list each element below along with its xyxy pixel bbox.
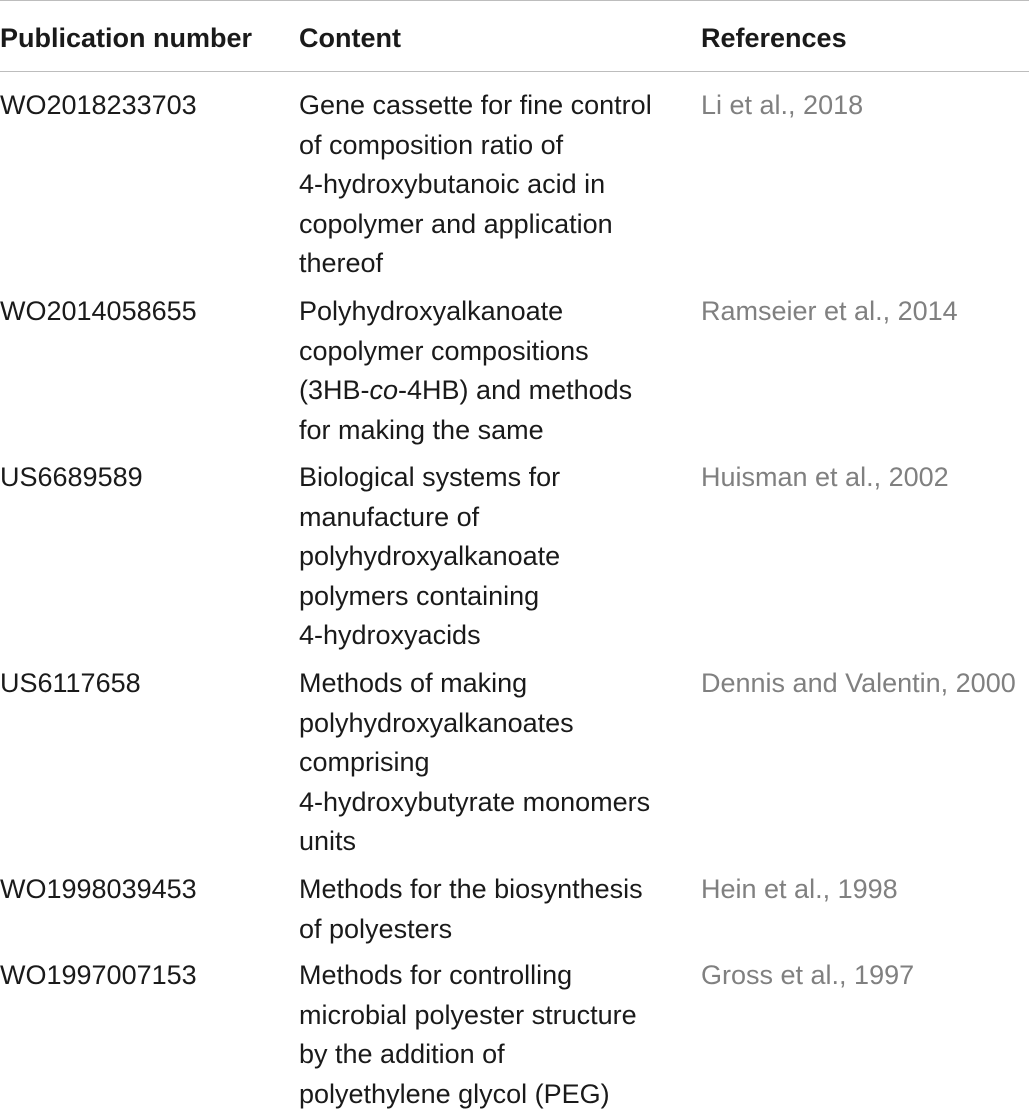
- content-line: comprising: [299, 743, 689, 783]
- content-line: polymers containing: [299, 577, 689, 617]
- table-row: [0, 292, 1029, 458]
- publication-number-cell: US6117658: [0, 664, 141, 704]
- table-row: [0, 664, 1029, 870]
- reference-cell: Ramseier et al., 2014: [701, 292, 958, 332]
- content-cell: [299, 956, 689, 1114]
- publication-number-cell: WO1998039453: [0, 870, 197, 910]
- header-publication-number: Publication number: [0, 19, 252, 59]
- reference-cell: Li et al., 2018: [701, 86, 863, 126]
- content-line: 4-hydroxybutanoic acid in: [299, 165, 689, 205]
- content-line: copolymer and application: [299, 205, 689, 245]
- content-line: polyhydroxyalkanoates: [299, 704, 689, 744]
- content-cell: [299, 458, 689, 656]
- publication-number-cell: WO2014058655: [0, 292, 197, 332]
- content-cell: [299, 870, 689, 949]
- reference-cell: Dennis and Valentin, 2000: [701, 664, 1016, 704]
- content-line: (3HB-co-4HB) and methods: [299, 371, 689, 411]
- header-references: References: [701, 19, 847, 59]
- content-cell: [299, 292, 689, 450]
- content-line: manufacture of: [299, 498, 689, 538]
- publication-number-cell: WO1997007153: [0, 956, 197, 996]
- content-line: units: [299, 822, 689, 862]
- content-line: polyhydroxyalkanoate: [299, 537, 689, 577]
- content-line: for making the same: [299, 411, 689, 451]
- content-line: copolymer compositions: [299, 332, 689, 372]
- content-line: Methods for the biosynthesis: [299, 870, 689, 910]
- content-line: 4-hydroxybutyrate monomers: [299, 783, 689, 823]
- content-line: Methods of making: [299, 664, 689, 704]
- reference-cell: Hein et al., 1998: [701, 870, 898, 910]
- reference-cell: Huisman et al., 2002: [701, 458, 949, 498]
- content-line: microbial polyester structure: [299, 996, 689, 1036]
- content-line: 4-hydroxyacids: [299, 616, 689, 656]
- table-header: [0, 0, 1029, 72]
- content-line: Polyhydroxyalkanoate: [299, 292, 689, 332]
- table-row: [0, 870, 1029, 956]
- content-line: Methods for controlling: [299, 956, 689, 996]
- header-content: Content: [299, 19, 689, 59]
- content-cell: [299, 86, 689, 284]
- table-row: [0, 458, 1029, 664]
- content-cell: [299, 664, 689, 862]
- content-line: of composition ratio of: [299, 126, 689, 166]
- patent-table: [0, 0, 1029, 72]
- content-line: polyethylene glycol (PEG): [299, 1075, 689, 1114]
- table-row: [0, 956, 1029, 1109]
- content-line: Gene cassette for fine control: [299, 86, 689, 126]
- publication-number-cell: WO2018233703: [0, 86, 197, 126]
- content-line: thereof: [299, 244, 689, 284]
- content-line: Biological systems for: [299, 458, 689, 498]
- publication-number-cell: US6689589: [0, 458, 143, 498]
- content-line: of polyesters: [299, 910, 689, 950]
- content-line: by the addition of: [299, 1035, 689, 1075]
- reference-cell: Gross et al., 1997: [701, 956, 914, 996]
- table-row: [0, 86, 1029, 292]
